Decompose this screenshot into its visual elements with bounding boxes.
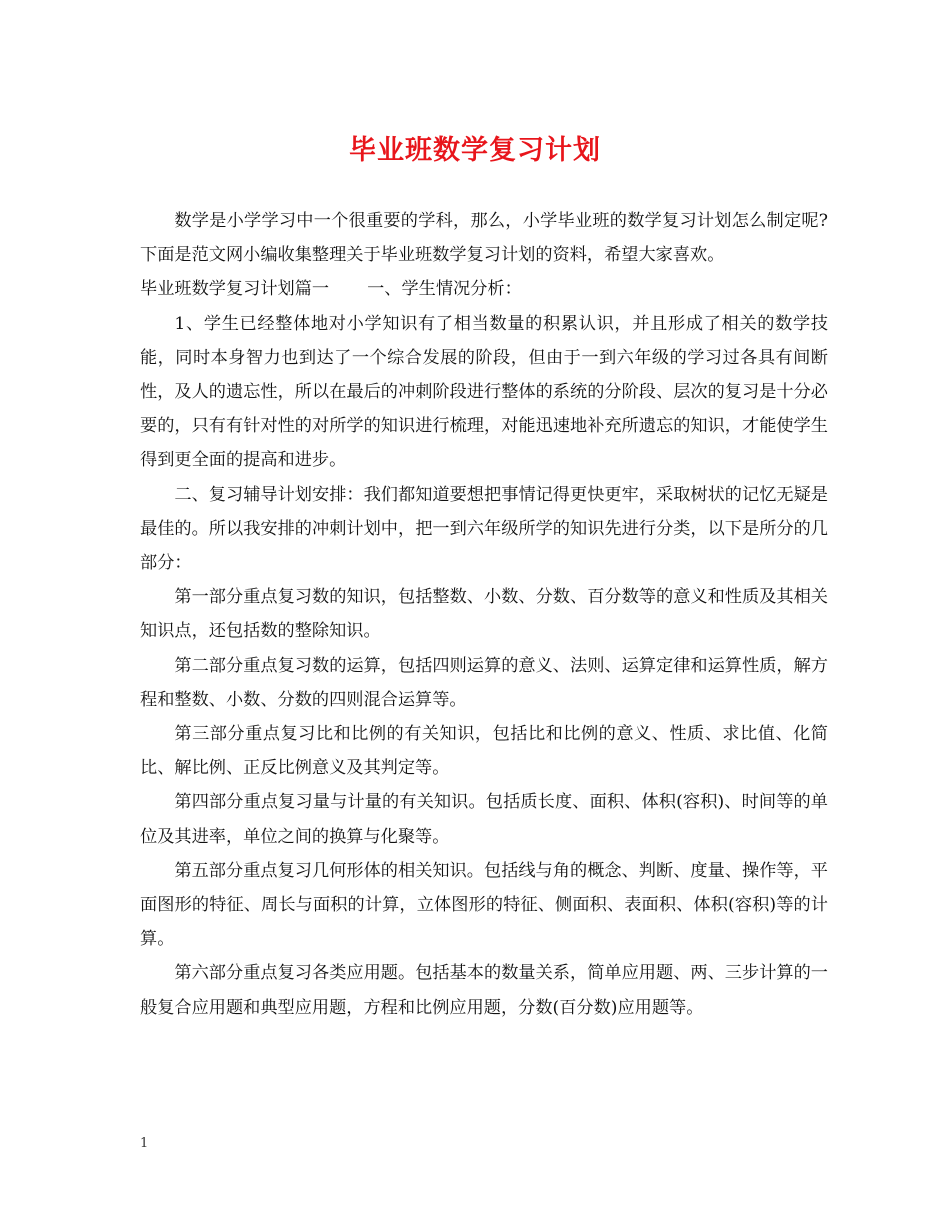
paragraph-student-analysis: 1、学生已经整体地对小学知识有了相当数量的积累认识，并且形成了相关的数学技能，同时本身智力也到达了一个综合发展的阶段，但由于一到六年级的学习过各具有间断性，及人的遗忘性，所以在最后的冲刺阶段进行整体的系统的分阶段、层次的复习是十分必要的，只有有针对性的对所学的知识进行梳理，对能迅速地补充所遗忘的知识，才能使学生得到更全面的提高和进步。 <box>140 313 828 471</box>
paragraph-part-three: 第三部分重点复习比和比例的有关知识，包括比和比例的意义、性质、求比值、化简比、解比例、正反比例意义及其判定等。 <box>140 724 828 779</box>
paragraph-part-one: 第一部分重点复习数的知识，包括整数、小数、分数、百分数等的意义和性质及其相关知识点，还包括数的整除知识。 <box>140 587 828 642</box>
paragraph-part-two: 第二部分重点复习数的运算，包括四则运算的意义、法则、运算定律和运算性质，解方程和整数、小数、分数的四则混合运算等。 <box>140 655 828 710</box>
section-heading-line <box>140 272 828 306</box>
document-title: 毕业班数学复习计划 <box>349 135 601 166</box>
page-number: 1 <box>140 1136 149 1151</box>
paragraph-part-five: 第五部分重点复习几何形体的相关知识。包括线与角的概念、判断、度量、操作等，平面图形的特征、周长与面积的计算，立体图形的特征、侧面积、表面积、体积(容积)等的计算。 <box>140 860 828 950</box>
section-label: 毕业班数学复习计划篇一 <box>140 279 330 300</box>
paragraph-review-plan: 二、复习辅导计划安排：我们都知道要想把事情记得更快更牢，采取树状的记忆无疑是最佳的。所以我安排的冲刺计划中，把一到六年级所学的知识先进行分类，以下是所分的几部分： <box>140 484 828 574</box>
paragraph-part-six: 第六部分重点复习各类应用题。包括基本的数量关系，简单应用题、两、三步计算的一般复合应用题和典型应用题，方程和比例应用题，分数(百分数)应用题等。 <box>140 963 828 1018</box>
document-body <box>140 204 828 1025</box>
section-heading: 一、学生情况分析： <box>367 279 522 300</box>
paragraph-part-four: 第四部分重点复习量与计量的有关知识。包括质长度、面积、体积(容积)、时间等的单位及其进率，单位之间的换算与化聚等。 <box>140 792 828 847</box>
intro-paragraph: 数学是小学学习中一个很重要的学科，那么，小学毕业班的数学复习计划怎么制定呢?下面是范文网小编收集整理关于毕业班数学复习计划的资料，希望大家喜欢。 <box>140 211 828 266</box>
